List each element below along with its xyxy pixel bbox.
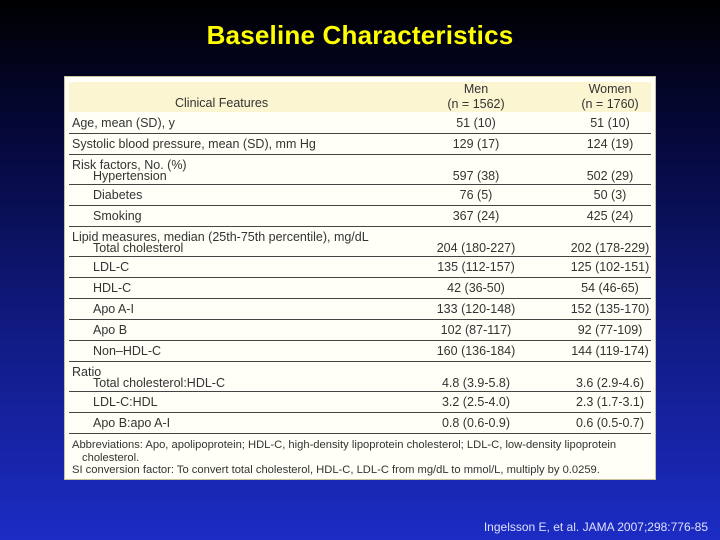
row-label: Apo B:apo A-I [93, 416, 171, 430]
table-row-total-cholesterol [69, 227, 651, 257]
row-label: Diabetes [93, 188, 143, 202]
row-label: Age, mean (SD), y [72, 116, 175, 130]
group-label-risk-factors: Risk factors, No. (%) [72, 158, 187, 172]
cell-women: 425 (24) [586, 209, 634, 223]
header-men [411, 82, 541, 112]
footnote-abbreviations-continued: cholesterol. [82, 451, 140, 464]
table-row-ldl-c [69, 257, 651, 278]
cell-men: 3.2 (2.5-4.0) [441, 395, 511, 409]
cell-men: 51 (10) [456, 116, 496, 130]
table-row-total-cholesterol-hdl-ratio [69, 362, 651, 392]
row-label: Total cholesterol:HDL-C [93, 376, 225, 390]
row-label: LDL-C [93, 260, 130, 274]
table-row-smoking [69, 206, 651, 227]
footnote-si-conversion: SI conversion factor: To convert total cholesterol, HDL-C, LDL-C from mg/dL to mmol/L, multiply by 0.0259. [72, 464, 600, 476]
table-row-ldl-hdl-ratio [69, 392, 651, 413]
table-row-apob-apoa-ratio [69, 413, 651, 434]
group-label-lipid-measures: Lipid measures, median (25th-75th percentile), mg/dL [72, 230, 369, 244]
cell-women: 50 (3) [593, 188, 627, 202]
cell-women: 2.3 (1.7-3.1) [575, 395, 645, 409]
table-row-non-hdl-c [69, 341, 651, 362]
table-row-hdl-c [69, 278, 651, 299]
table-header [69, 82, 651, 112]
cell-women: 54 (46-65) [581, 281, 639, 295]
cell-men: 4.8 (3.9-5.8) [441, 376, 511, 390]
row-label: Smoking [93, 209, 142, 223]
row-label: Apo B [93, 323, 128, 337]
cell-women: 0.6 (0.5-0.7) [575, 416, 645, 430]
cell-women: 92 (77-109) [577, 323, 643, 337]
table-row-sbp [69, 134, 651, 155]
footnote-abbreviations: Abbreviations: Apo, apolipoprotein; HDL-C, high-density lipoprotein cholesterol; LDL-C, low-density lipoprotein [72, 439, 617, 451]
group-label-ratio: Ratio [72, 365, 102, 379]
row-label: LDL-C:HDL [93, 395, 158, 409]
cell-men: 42 (36-50) [447, 281, 505, 295]
cell-women: 124 (19) [586, 137, 634, 151]
header-clinical-features: Clinical Features [175, 96, 269, 110]
cell-men: 129 (17) [452, 137, 500, 151]
table-footnotes [72, 439, 652, 477]
cell-women: 125 (102-151) [570, 260, 650, 274]
cell-men: 102 (87-117) [440, 323, 512, 337]
header-women-n: (n = 1760) [581, 97, 639, 111]
cell-women: 144 (119-174) [571, 344, 649, 358]
table-body [69, 113, 651, 434]
cell-women: 152 (135-170) [570, 302, 650, 316]
header-women [545, 82, 675, 112]
slide-title: Baseline Characteristics [206, 20, 514, 50]
row-label: Hypertension [93, 169, 167, 183]
row-label: Total cholesterol [93, 241, 184, 255]
header-women-label: Women [588, 82, 632, 96]
cell-men: 204 (180-227) [436, 241, 516, 255]
cell-men: 133 (120-148) [436, 302, 516, 316]
baseline-characteristics-table [64, 76, 656, 480]
table-row-apo-a-i [69, 299, 651, 320]
header-men-label: Men [463, 82, 489, 96]
cell-women: 502 (29) [586, 169, 634, 183]
table-row-hypertension [69, 155, 651, 185]
cell-women: 202 (178-229) [570, 241, 650, 255]
cell-men: 367 (24) [452, 209, 500, 223]
citation: Ingelsson E, et al. JAMA 2007;298:776-85 [483, 520, 708, 534]
cell-men: 76 (5) [459, 188, 493, 202]
table-row-diabetes [69, 185, 651, 206]
cell-men: 597 (38) [452, 169, 500, 183]
row-label: Systolic blood pressure, mean (SD), mm Hg [72, 137, 316, 151]
cell-women: 51 (10) [590, 116, 630, 130]
table-row-age [69, 113, 651, 134]
header-men-n: (n = 1562) [447, 97, 505, 111]
row-label: HDL-C [93, 281, 132, 295]
table-row-apo-b [69, 320, 651, 341]
row-label: Apo A-I [93, 302, 134, 316]
row-label: Non–HDL-C [93, 344, 162, 358]
cell-men: 0.8 (0.6-0.9) [441, 416, 511, 430]
cell-men: 160 (136-184) [436, 344, 516, 358]
cell-men: 135 (112-157) [437, 260, 515, 274]
cell-women: 3.6 (2.9-4.6) [575, 376, 645, 390]
